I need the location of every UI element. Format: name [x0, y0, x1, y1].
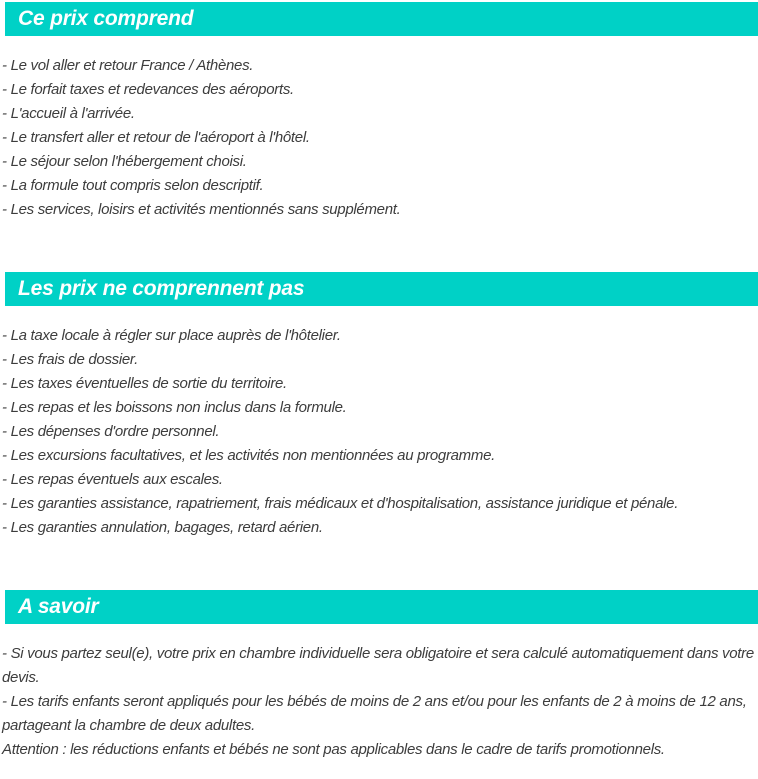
- list-item: - Le séjour selon l'hébergement choisi.: [2, 153, 247, 170]
- section-list: [0, 306, 758, 540]
- section-title: A savoir: [18, 595, 99, 618]
- list-item: - Les excursions facultatives, et les activités non mentionnées au programme.: [2, 447, 495, 464]
- price-section: [0, 272, 758, 540]
- price-section: [0, 590, 758, 762]
- section-list: [0, 36, 758, 222]
- list-item: - Le forfait taxes et redevances des aéroports.: [2, 81, 294, 98]
- list-item: - Le vol aller et retour France / Athènes.: [2, 57, 254, 74]
- section-list: [0, 624, 758, 762]
- list-item: - Le transfert aller et retour de l'aéroport à l'hôtel.: [2, 129, 310, 146]
- list-item: - Les dépenses d'ordre personnel.: [2, 423, 220, 440]
- section-header: [5, 272, 758, 306]
- list-item: - La taxe locale à régler sur place auprès de l'hôtelier.: [2, 327, 341, 344]
- list-item: - Les services, loisirs et activités mentionnés sans supplément.: [2, 201, 401, 218]
- list-item: - Les repas éventuels aux escales.: [2, 471, 223, 488]
- list-item: - La formule tout compris selon descriptif.: [2, 177, 264, 194]
- list-item: - Les garanties annulation, bagages, retard aérien.: [2, 519, 323, 536]
- list-item: - Les tarifs enfants seront appliqués pour les bébés de moins de 2 ans et/ou pour les enfants de 2 à moins de 12 ans, partageant la chambre de deux adultes.: [2, 693, 747, 734]
- list-item: - Les frais de dossier.: [2, 351, 138, 368]
- section-title: Les prix ne comprennent pas: [18, 277, 305, 300]
- section-header: [5, 2, 758, 36]
- list-item: Attention : les réductions enfants et bébés ne sont pas applicables dans le cadre de tarifs promotionnels.: [2, 741, 665, 758]
- list-item: - L'accueil à l'arrivée.: [2, 105, 135, 122]
- section-title: Ce prix comprend: [18, 7, 194, 30]
- list-item: - Les repas et les boissons non inclus dans la formule.: [2, 399, 347, 416]
- section-header: [5, 590, 758, 624]
- list-item: - Si vous partez seul(e), votre prix en chambre individuelle sera obligatoire et sera calculé automatiquement dans votre devis.: [2, 645, 754, 686]
- list-item: - Les taxes éventuelles de sortie du territoire.: [2, 375, 287, 392]
- price-section: [0, 2, 758, 222]
- list-item: - Les garanties assistance, rapatriement, frais médicaux et d'hospitalisation, assistance juridique et pénale.: [2, 495, 679, 512]
